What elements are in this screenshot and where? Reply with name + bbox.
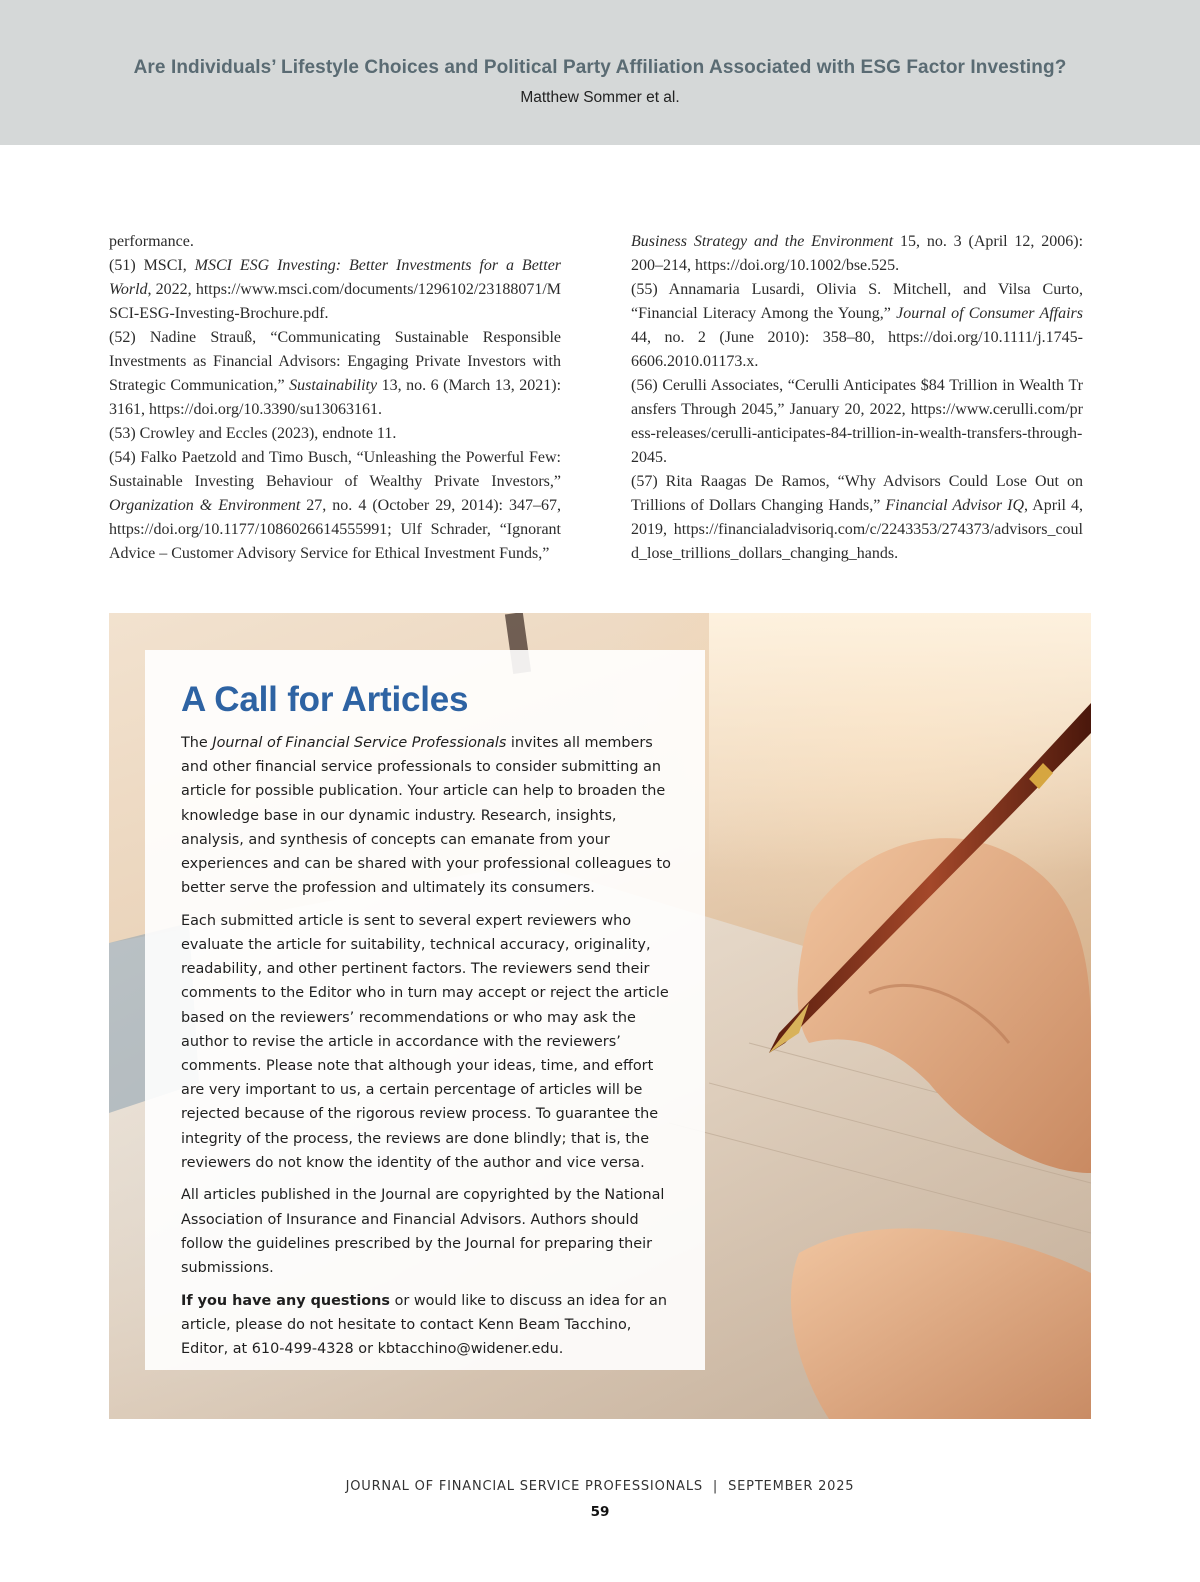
page-footer <box>0 1479 1200 1494</box>
reference-56: (56) Cerulli Associates, “Cerulli Anticipates $84 Trillion in Wealth Transfers Through 2045,” January 20, 2022, https://www.cerulli.com/press-releases/cerulli-anticipates-84-trillion-in-wealth-transfers-through-2045. <box>631 377 1083 466</box>
call-for-articles-body <box>181 731 673 1370</box>
call-for-articles-heading: A Call for Articles <box>181 680 469 719</box>
running-header <box>0 0 1200 145</box>
reference-continued: performance. <box>109 233 194 250</box>
references-column-right <box>631 230 1083 566</box>
reference-51: (51) MSCI, MSCI ESG Investing: Better Investments for a Better World, 2022, https://www.msci.com/documents/1296102/23188071/MSCI-ESG-Investing-Brochure.pdf. <box>109 257 562 322</box>
call-paragraph-1: The Journal of Financial Service Professionals invites all members and other financial service professionals to consider submitting an article for possible publication. Your article can help to broaden the knowledge base in our dynamic industry. Research, insights, analysis, and synthesis of concepts can emanate from your experiences and can be shared with your professional colleagues to better serve the profession and ultimately its consumers. <box>181 735 671 897</box>
reference-52: (52) Nadine Strauß, “Communicating Sustainable Responsible Investments as Financial Advisors: Engaging Private Investors with Strategic Communication,” Sustainability 13, no. 6 (March 13, 2021): 3161, https://doi.org/10.3390/su13063161. <box>109 329 562 418</box>
call-paragraph-4: If you have any questions or would like to discuss an idea for an article, please do not hesitate to contact Kenn Beam Tacchino, Editor, at 610-499-4328 or kbtacchino@widener.edu. <box>181 1292 667 1358</box>
call-for-articles-panel <box>109 613 1091 1419</box>
call-paragraph-3: All articles published in the Journal are copyrighted by the National Association of Insurance and Financial Advisors. Authors should follow the guidelines prescribed by the Journal for preparing their submissions. <box>181 1187 665 1277</box>
references-column-left <box>109 230 561 566</box>
footer-separator: | <box>712 1479 719 1494</box>
call-paragraph-2: Each submitted article is sent to several expert reviewers who evaluate the article for suitability, technical accuracy, originality, readability, and other pertinent factors. The reviewers send their comments to the Editor who in turn may accept or reject the article based on the reviewers’ recommendations or who may ask the author to revise the article in accordance with the reviewers’ comments. Please note that although your ideas, time, and effort are very important to us, a certain percentage of articles will be rejected because of the rigorous review process. To guarantee the integrity of the process, the reviews are done blindly; that is, the reviewers do not know the identity of the author and vice versa. <box>181 912 669 1171</box>
reference-54-continued: Business Strategy and the Environment 15, no. 3 (April 12, 2006): 200–214, https://doi.org/10.1002/bse.525. <box>631 233 1084 274</box>
footer-journal: JOURNAL OF FINANCIAL SERVICE PROFESSIONALS <box>345 1479 703 1494</box>
article-title: Are Individuals’ Lifestyle Choices and Political Party Affiliation Associated with ESG Factor Investing? <box>133 57 1067 78</box>
article-authors: Matthew Sommer et al. <box>520 89 680 106</box>
footer-issue: SEPTEMBER 2025 <box>728 1479 855 1494</box>
reference-54: (54) Falko Paetzold and Timo Busch, “Unleashing the Powerful Few: Sustainable Investing Behaviour of Wealthy Private Investors,” Organization & Environment 27, no. 4 (October 29, 2014): 347–67, https://doi.org/10.1177/1086026614555991; Ulf Schrader, “Ignorant Advice – Customer Advisory Service for Ethical Investment Funds,” <box>109 449 562 562</box>
page-number: 59 <box>590 1504 610 1520</box>
reference-57: (57) Rita Raagas De Ramos, “Why Advisors Could Lose Out on Trillions of Dollars Changing Hands,” Financial Advisor IQ, April 4, 2019, https://financialadvisoriq.com/c/2243353/274373/advisors_could_lose_trillions_dollars_changing_hands. <box>631 473 1084 562</box>
call-for-articles-card <box>145 650 705 1370</box>
reference-53: (53) Crowley and Eccles (2023), endnote 11. <box>109 425 397 442</box>
reference-55: (55) Annamaria Lusardi, Olivia S. Mitchell, and Vilsa Curto, “Financial Literacy Among the Young,” Journal of Consumer Affairs 44, no. 2 (June 2010): 358–80, https://doi.org/10.1111/j.1745-6606.2010.01173.x. <box>631 281 1084 370</box>
